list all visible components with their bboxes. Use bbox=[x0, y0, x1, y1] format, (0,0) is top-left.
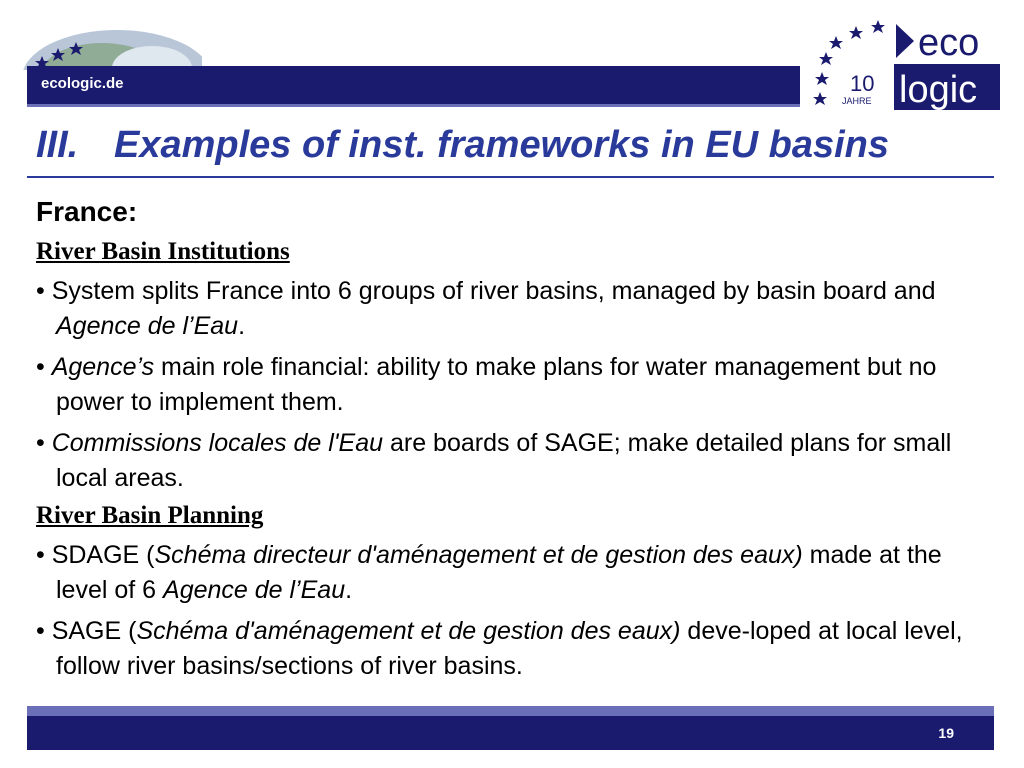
footer-stripe bbox=[27, 706, 994, 716]
svg-text:10: 10 bbox=[850, 71, 875, 96]
globe-graphic bbox=[22, 18, 202, 70]
section-heading-institutions: River Basin Institutions bbox=[36, 238, 290, 265]
svg-text:logic: logic bbox=[899, 69, 978, 111]
site-link[interactable]: ecologic.de bbox=[41, 75, 124, 92]
bullet-item: • Agence’s main role financial: ability to make plans for water management but no power to implement them. bbox=[36, 353, 937, 416]
ecologic-logo bbox=[806, 14, 1006, 114]
title-divider bbox=[27, 176, 994, 178]
footer-bar bbox=[27, 716, 994, 750]
title-text: Examples of inst. frameworks in EU basins bbox=[114, 124, 890, 166]
bullet-item: • Commissions locales de l'Eau are boards of SAGE; make detailed plans for small local areas. bbox=[36, 429, 952, 492]
bullet-item: • System splits France into 6 groups of river basins, managed by basin board and Agence de l’Eau. bbox=[36, 277, 936, 340]
svg-text:eco: eco bbox=[918, 22, 980, 64]
svg-text:JAHRE: JAHRE bbox=[842, 96, 872, 106]
slide-title bbox=[36, 124, 996, 172]
title-number: III. bbox=[36, 124, 79, 166]
bullet-item: • SAGE (Schéma d'aménagement et de gestion des eaux) deve-loped at local level, follow river basins/sections of river basins. bbox=[36, 617, 963, 680]
page-number: 19 bbox=[938, 725, 954, 741]
slide-body bbox=[36, 196, 986, 690]
bullet-item: • SDAGE (Schéma directeur d'aménagement et de gestion des eaux) made at the level of 6 Agence de l’Eau. bbox=[36, 541, 942, 604]
section-heading-planning: River Basin Planning bbox=[36, 502, 264, 529]
country-heading: France: bbox=[36, 196, 138, 227]
header-bar bbox=[27, 66, 800, 107]
